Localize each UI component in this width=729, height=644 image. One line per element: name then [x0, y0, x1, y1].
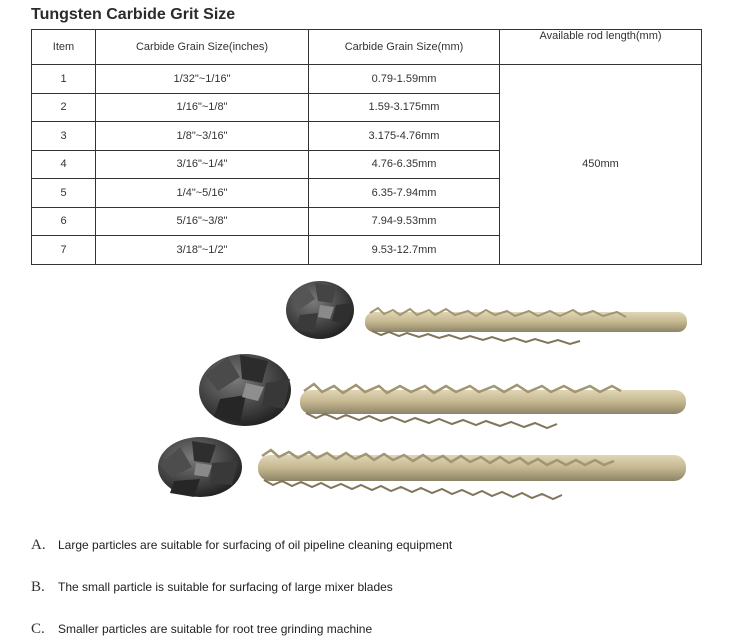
grit-size-table — [31, 29, 702, 265]
note-text: Large particles are suitable for surfacing of oil pipeline cleaning equipment — [58, 538, 453, 552]
cell-item: 5 — [32, 179, 96, 208]
cell-inches: 1/8"~3/16" — [96, 122, 309, 151]
header-grain-size-mm: Carbide Grain Size(mm) — [309, 30, 500, 65]
carbide-grit-pile-large — [286, 281, 354, 339]
welding-rod-medium-grit — [300, 384, 686, 428]
cell-inches: 1/16"~1/8" — [96, 93, 309, 122]
cell-mm: 4.76-6.35mm — [309, 150, 500, 179]
cell-mm: 3.175-4.76mm — [309, 122, 500, 151]
cell-mm: 6.35-7.94mm — [309, 179, 500, 208]
carbide-grit-pile-small — [158, 437, 242, 497]
cell-item: 2 — [32, 93, 96, 122]
header-grain-size-inches: Carbide Grain Size(inches) — [96, 30, 309, 65]
carbide-grit-pile-medium — [199, 354, 291, 426]
welding-rod-large-grit — [365, 308, 687, 344]
cell-inches: 1/32"~1/16" — [96, 65, 309, 94]
cell-item: 1 — [32, 65, 96, 94]
table-header-row — [32, 30, 702, 65]
note-letter: C. — [31, 621, 45, 637]
cell-mm: 9.53-12.7mm — [309, 236, 500, 265]
cell-mm: 1.59-3.175mm — [309, 93, 500, 122]
page-title: Tungsten Carbide Grit Size — [31, 6, 236, 23]
cell-inches: 3/16"~1/4" — [96, 150, 309, 179]
cell-rod-length: 450mm — [500, 65, 702, 265]
carbide-rods-photo — [150, 275, 706, 515]
cell-item: 3 — [32, 122, 96, 151]
note-b — [31, 579, 393, 596]
note-text: The small particle is suitable for surfacing of large mixer blades — [58, 580, 393, 594]
cell-inches: 3/18"~1/2" — [96, 236, 309, 265]
cell-item: 7 — [32, 236, 96, 265]
cell-item: 4 — [32, 150, 96, 179]
table-row — [32, 65, 702, 94]
note-text: Smaller particles are suitable for root tree grinding machine — [58, 622, 373, 636]
cell-mm: 7.94-9.53mm — [309, 207, 500, 236]
note-c — [31, 621, 372, 638]
note-letter: A. — [31, 537, 46, 553]
cell-inches: 1/4"~5/16" — [96, 179, 309, 208]
cell-inches: 5/16"~3/8" — [96, 207, 309, 236]
welding-rod-small-grit — [258, 450, 686, 499]
header-item: Item — [32, 30, 96, 65]
cell-mm: 0.79-1.59mm — [309, 65, 500, 94]
cell-item: 6 — [32, 207, 96, 236]
header-rod-length: Available rod length(mm) — [500, 30, 702, 65]
note-letter: B. — [31, 579, 45, 595]
note-a — [31, 537, 452, 554]
